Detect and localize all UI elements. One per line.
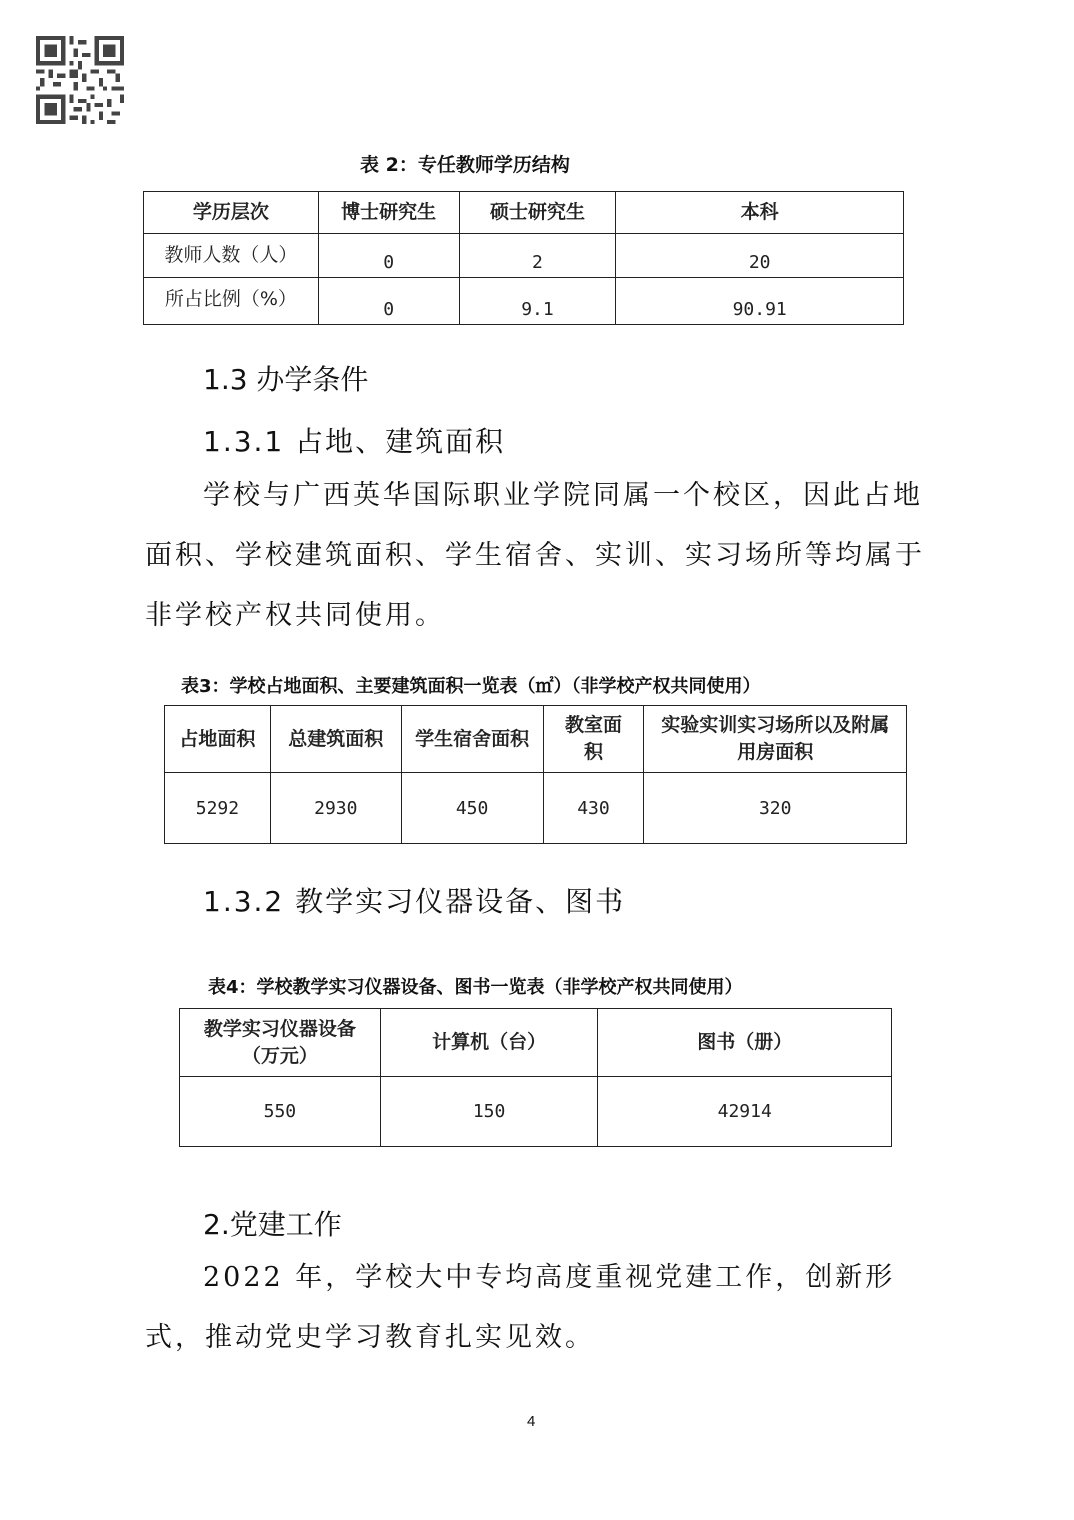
table-header-cell: 教学实习仪器设备（万元） xyxy=(180,1009,381,1077)
table-header-cell: 实验实训实习场所以及附属用房面积 xyxy=(644,706,907,773)
table-row xyxy=(144,278,904,325)
table-cell: 2930 xyxy=(270,773,401,844)
table2-caption: 表 2：专任教师学历结构 xyxy=(360,154,570,176)
table-row xyxy=(180,1077,892,1147)
table-cell: 42914 xyxy=(598,1077,892,1147)
table-header-cell: 本科 xyxy=(616,192,904,234)
page-number: 4 xyxy=(527,1413,536,1430)
table-header-cell: 占地面积 xyxy=(165,706,271,773)
table-cell: 20 xyxy=(616,234,904,278)
table-cell: 550 xyxy=(180,1077,381,1147)
table-row xyxy=(144,234,904,278)
table-row xyxy=(165,773,907,844)
table-row xyxy=(180,1009,892,1077)
table-header-cell: 学生宿舍面积 xyxy=(401,706,543,773)
table-header-cell: 学历层次 xyxy=(144,192,319,234)
table4-caption: 表4：学校教学实习仪器设备、图书一览表（非学校产权共同使用） xyxy=(208,977,743,998)
table-header-cell: 博士研究生 xyxy=(318,192,459,234)
table3-caption: 表3：学校占地面积、主要建筑面积一览表（㎡）（非学校产权共同使用） xyxy=(181,676,761,697)
table-cell: 0 xyxy=(318,278,459,325)
table-header-cell: 总建筑面积 xyxy=(270,706,401,773)
table-cell: 430 xyxy=(543,773,644,844)
table-row xyxy=(144,192,904,234)
table-cell: 5292 xyxy=(165,773,271,844)
teacher-education-table xyxy=(143,191,904,325)
table-cell: 2 xyxy=(459,234,616,278)
table-cell: 320 xyxy=(644,773,907,844)
table-header-cell: 硕士研究生 xyxy=(459,192,616,234)
table-cell: 9.1 xyxy=(459,278,616,325)
equipment-books-table xyxy=(179,1008,892,1147)
table-row-label: 所占比例（%） xyxy=(144,278,319,325)
body-paragraph: 学校与广西英华国际职业学院同属一个校区，因此占地面积、学校建筑面积、学生宿舍、实训、实习场所等均属于非学校产权共同使用。 xyxy=(145,480,925,631)
section-heading-1-3-1: 1.3.1 占地、建筑面积 xyxy=(203,425,506,458)
section-heading-1-3-2: 1.3.2 教学实习仪器设备、图书 xyxy=(203,885,626,918)
table-row xyxy=(165,706,907,773)
table-header-cell: 图书（册） xyxy=(598,1009,892,1077)
table-cell: 90.91 xyxy=(616,278,904,325)
table-cell: 450 xyxy=(401,773,543,844)
table-row-label: 教师人数（人） xyxy=(144,234,319,278)
section-heading-1-3: 1.3 办学条件 xyxy=(203,363,369,396)
land-building-area-table xyxy=(164,705,907,844)
qr-code-icon xyxy=(36,36,124,124)
table-cell: 0 xyxy=(318,234,459,278)
table-header-cell: 计算机（台） xyxy=(380,1009,598,1077)
body-paragraph: 2022 年，学校大中专均高度重视党建工作，创新形式，推动党史学习教育扎实见效。 xyxy=(145,1262,896,1353)
section-heading-2: 2.党建工作 xyxy=(203,1208,342,1241)
table-header-cell: 教室面积 xyxy=(543,706,644,773)
table-cell: 150 xyxy=(380,1077,598,1147)
